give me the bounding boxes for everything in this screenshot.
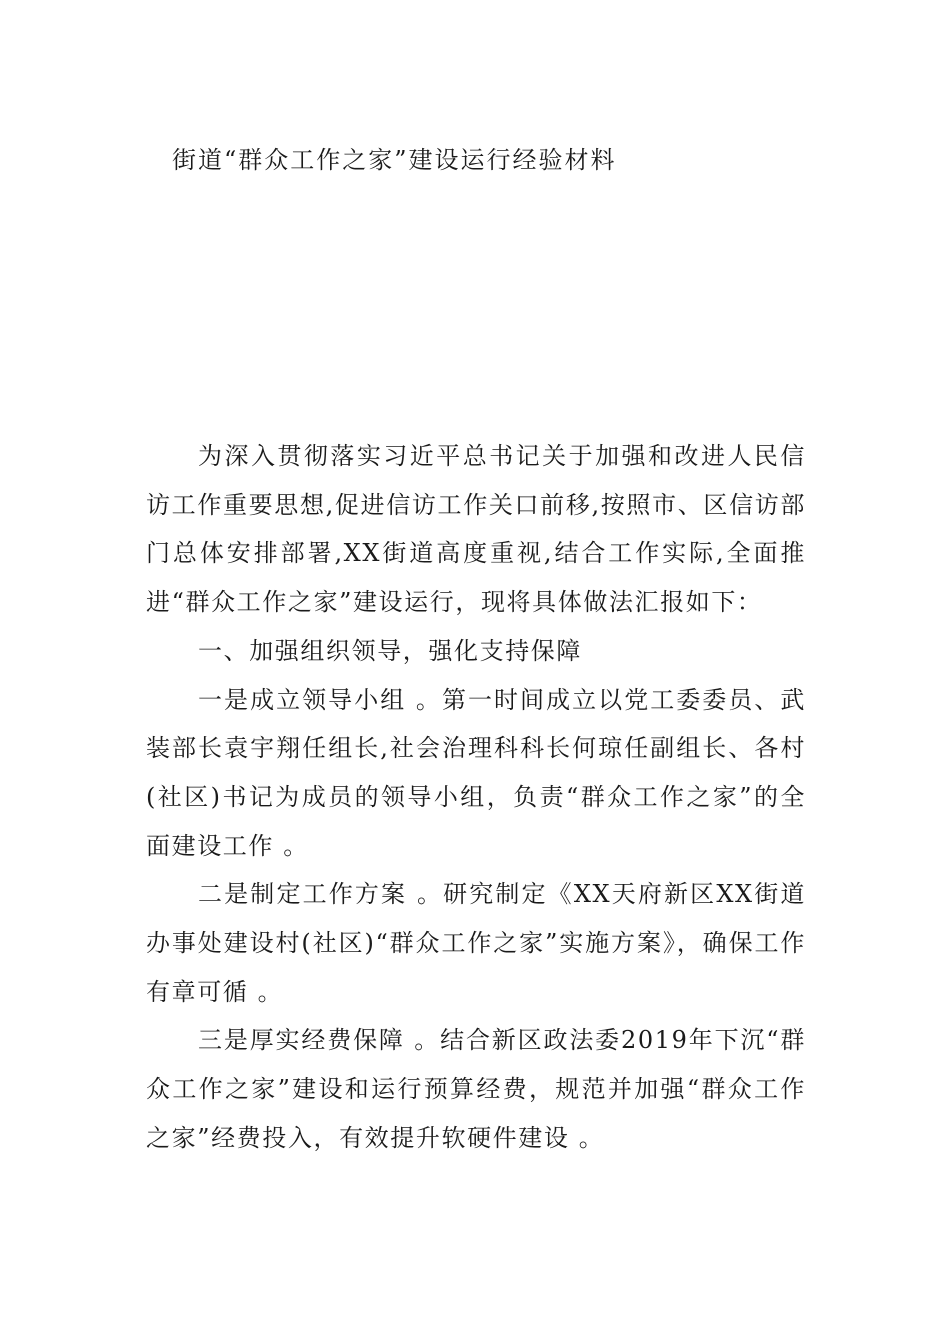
paragraph-work-plan: 二是制定工作方案 。研究制定《XX天府新区XX街道办事处建设村(社区)“群众工作之家”实施方案》，确保工作有章可循 。 xyxy=(146,880,806,1006)
section-heading: 一、加强组织领导，强化支持保障 xyxy=(198,636,582,665)
document-title: 街道“群众工作之家”建设运行经验材料 xyxy=(172,146,617,174)
paragraph-funding: 三是厚实经费保障 。结合新区政法委2019年下沉“群众工作之家”建设和运行预算经费，规范并加强“群众工作之家”经费投入，有效提升软硬件建设 。 xyxy=(146,1026,806,1152)
paragraph-intro: 为深入贯彻落实习近平总书记关于加强和改进人民信访工作重要思想,促进信访工作关口前移,按照市、区信访部门总体安排部署,XX街道高度重视,结合工作实际,全面推进“群众工作之家”建设运行，现将具体做法汇报如下： xyxy=(146,442,806,617)
document-body xyxy=(146,432,806,1163)
paragraph-leadership-group: 一是成立领导小组 。第一时间成立以党工委委员、武装部长袁宇翔任组长,社会治理科科长何琼任副组长、各村(社区)书记为成员的领导小组，负责“群众工作之家”的全面建设工作 。 xyxy=(146,685,806,860)
